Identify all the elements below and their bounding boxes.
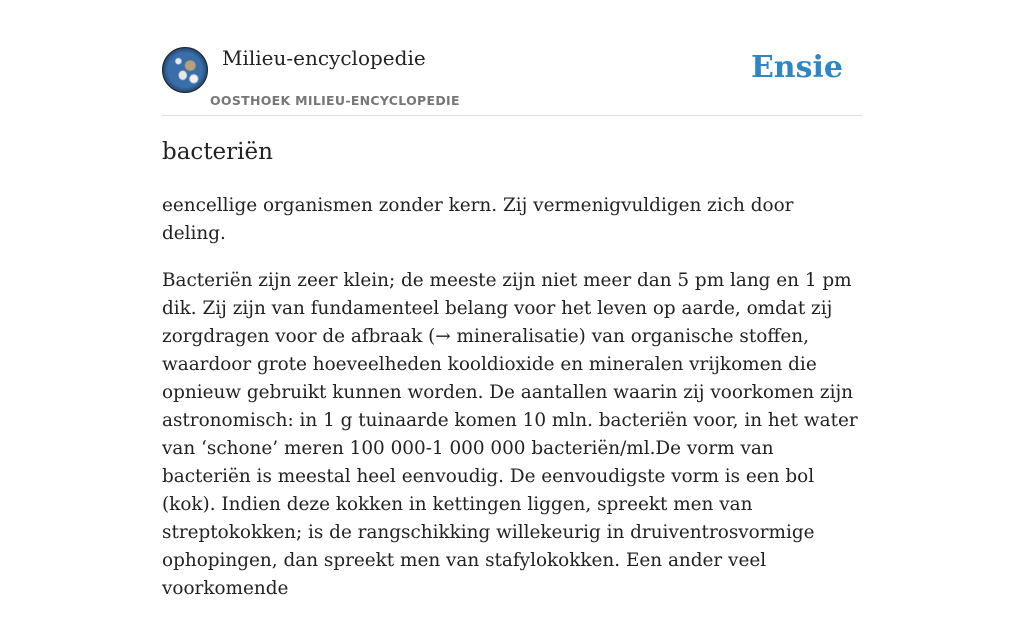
article-content	[162, 192, 862, 622]
site-title[interactable]: Milieu-encyclopedie	[222, 46, 426, 70]
site-header	[162, 45, 862, 116]
globe-icon[interactable]	[162, 47, 208, 93]
definition-paragraph: eencellige organismen zonder kern. Zij vermenigvuldigen zich door deling.	[162, 195, 794, 244]
site-subtitle[interactable]: OOSTHOEK MILIEU-ENCYCLOPEDIE	[210, 93, 460, 108]
body-paragraph: Bacteriën zijn zeer klein; de meeste zijn niet meer dan 5 pm lang en 1 pm dik. Zij zijn van fundamenteel belang voor het leven op aarde, omdat zij zorgdragen voor de afbraak (→ mineralisatie) van organische stoffen, waardoor grote hoeveelheden kooldioxide en mineralen vrijkomen die opnieuw gebruikt kunnen worden. De aantallen waarin zij voorkomen zijn astronomisch: in 1 g tuinaarde komen 10 mln. bacteriën voor, in het water van ‘schone’ meren 100 000-1 000 000 bacteriën/ml.De vorm van bacteriën is meestal heel eenvoudig. De eenvoudigste vorm is een bol (kok). Indien deze kokken in kettingen liggen, spreekt men van streptokokken; is de rangschikking willekeurig in druiventrosvormige ophopingen, dan spreekt men van stafylokokken. Een ander veel voorkomende	[162, 270, 858, 599]
article-title: bacteriën	[162, 139, 273, 165]
brand-logo-link[interactable]: Ensie	[750, 50, 843, 85]
